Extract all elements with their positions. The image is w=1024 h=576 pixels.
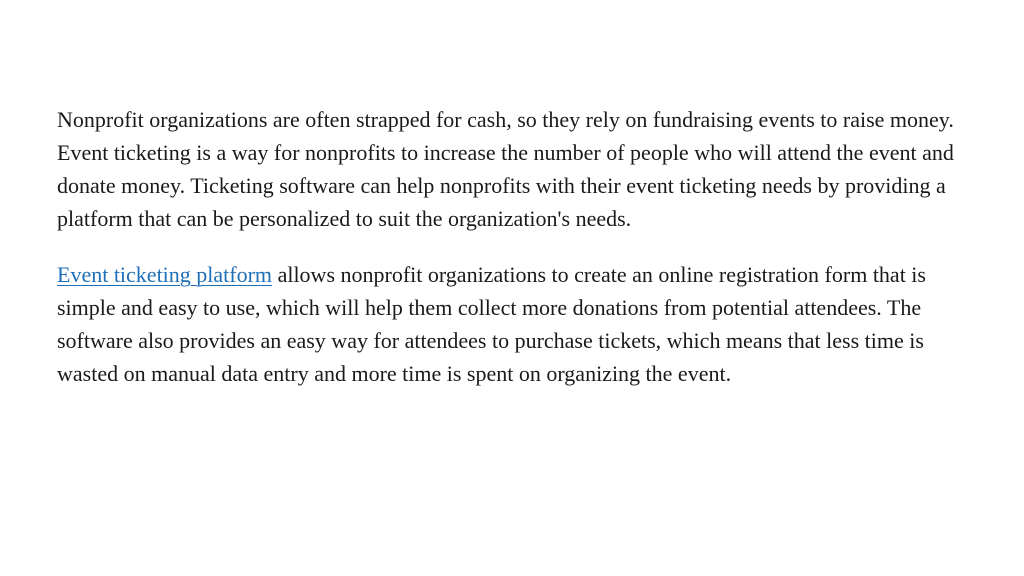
paragraph-platform: [57, 258, 977, 390]
document-body: [57, 103, 977, 413]
paragraph-intro: Nonprofit organizations are often strapped for cash, so they rely on fundraising events to raise money. Event ticketing is a way for nonprofits to increase the number of people who will attend the event and donate money. Ticketing software can help nonprofits with their event ticketing needs by providing a platform that can be personalized to suit the organization's needs.: [57, 107, 954, 231]
event-ticketing-platform-link[interactable]: Event ticketing platform: [57, 262, 273, 287]
paragraph-platform-text: allows nonprofit organizations to create an online registration form that is simple and easy to use, which will help them collect more donations from potential attendees. The software also provides an easy way for attendees to purchase tickets, which means that less time is wasted on manual data entry and more time is spent on organizing the event.: [57, 262, 926, 386]
